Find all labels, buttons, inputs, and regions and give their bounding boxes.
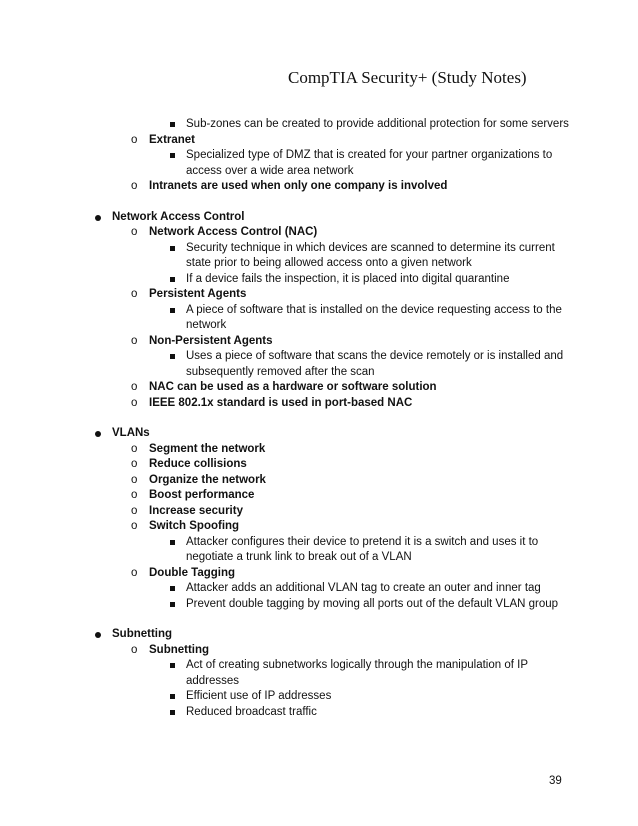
bullet-square-icon bbox=[170, 710, 175, 715]
bullet-circle-icon: o bbox=[131, 133, 138, 146]
outline-item bbox=[0, 380, 638, 396]
outline-subitem bbox=[0, 705, 638, 721]
bullet-circle-icon: o bbox=[131, 381, 138, 393]
bullet-circle-icon: o bbox=[131, 566, 138, 579]
outline-text: Subnetting bbox=[112, 628, 173, 640]
outline-subitem bbox=[0, 535, 638, 566]
outline-text: Uses a piece of software that scans the device remotely or is installed and subsequently removed after the scan bbox=[186, 350, 564, 378]
outline-subitem bbox=[0, 689, 638, 705]
section-spacer bbox=[0, 195, 638, 210]
outline-item bbox=[0, 287, 638, 303]
section-heading bbox=[0, 627, 638, 643]
outline-subitem bbox=[0, 272, 638, 288]
outline-text: Attacker configures their device to pretend it is a switch and uses it to negotiate a trunk link to break out of a VLAN bbox=[186, 535, 539, 563]
outline-text: Non-Persistent Agents bbox=[149, 334, 273, 347]
outline-item bbox=[0, 504, 638, 520]
outline-item bbox=[0, 473, 638, 489]
bullet-square-icon bbox=[170, 694, 175, 699]
bullet-square-icon bbox=[170, 246, 175, 251]
outline-item bbox=[0, 225, 638, 241]
outline-text: Segment the network bbox=[149, 442, 266, 455]
bullet-circle-icon: o bbox=[131, 520, 138, 532]
bullet-disc-icon bbox=[95, 431, 101, 437]
bullet-circle-icon: o bbox=[131, 504, 138, 517]
bullet-square-icon bbox=[170, 308, 175, 313]
outline-subitem bbox=[0, 241, 638, 272]
bullet-square-icon bbox=[170, 354, 175, 359]
outline-item bbox=[0, 334, 638, 350]
outline-text: Subnetting bbox=[149, 643, 210, 656]
bullet-square-icon bbox=[170, 602, 175, 607]
bullet-square-icon bbox=[170, 277, 175, 282]
outline-text: Reduce collisions bbox=[149, 458, 247, 470]
bullet-circle-icon: o bbox=[131, 489, 138, 501]
bullet-circle-icon: o bbox=[131, 396, 138, 409]
section-heading bbox=[0, 210, 638, 226]
outline-text: If a device fails the inspection, it is placed into digital quarantine bbox=[186, 272, 510, 285]
outline-text: Attacker adds an additional VLAN tag to create an outer and inner tag bbox=[186, 582, 541, 594]
page-header-title: CompTIA Security+ (Study Notes) bbox=[288, 68, 527, 87]
outline-text: Efficient use of IP addresses bbox=[186, 690, 332, 702]
outline-text: Reduced broadcast traffic bbox=[186, 705, 317, 718]
bullet-square-icon bbox=[170, 663, 175, 668]
outline-item bbox=[0, 179, 638, 195]
outline-item bbox=[0, 566, 638, 582]
outline-text: Network Access Control (NAC) bbox=[149, 226, 318, 238]
notes-content bbox=[0, 117, 638, 720]
outline-item bbox=[0, 643, 638, 659]
section-spacer bbox=[0, 612, 638, 627]
outline-subitem bbox=[0, 303, 638, 334]
outline-subitem bbox=[0, 349, 638, 380]
outline-text: IEEE 802.1x standard is used in port-based NAC bbox=[149, 396, 413, 409]
bullet-circle-icon: o bbox=[131, 442, 138, 455]
bullet-square-icon bbox=[170, 122, 175, 127]
bullet-square-icon bbox=[170, 153, 175, 158]
outline-text: Boost performance bbox=[149, 489, 255, 501]
outline-text: Specialized type of DMZ that is created for your partner organizations to access over a wide area network bbox=[186, 149, 553, 177]
outline-item bbox=[0, 396, 638, 412]
section-spacer bbox=[0, 411, 638, 426]
bullet-circle-icon: o bbox=[131, 473, 138, 486]
outline-text: Organize the network bbox=[149, 473, 266, 486]
outline-item bbox=[0, 457, 638, 473]
outline-subitem bbox=[0, 658, 638, 689]
bullet-square-icon bbox=[170, 540, 175, 545]
page-number: 39 bbox=[549, 775, 562, 787]
bullet-disc-icon bbox=[95, 632, 101, 638]
outline-subitem bbox=[0, 117, 638, 133]
bullet-circle-icon: o bbox=[131, 643, 138, 656]
outline-text: NAC can be used as a hardware or software solution bbox=[149, 381, 437, 393]
bullet-disc-icon bbox=[95, 215, 101, 221]
bullet-circle-icon: o bbox=[131, 458, 138, 470]
outline-text: Intranets are used when only one company is involved bbox=[149, 180, 448, 192]
outline-text: Switch Spoofing bbox=[149, 520, 240, 532]
outline-subitem bbox=[0, 581, 638, 597]
outline-text: Persistent Agents bbox=[149, 288, 247, 300]
outline-text: Increase security bbox=[149, 504, 243, 517]
outline-item bbox=[0, 488, 638, 504]
bullet-square-icon bbox=[170, 586, 175, 591]
outline-text: Sub-zones can be created to provide additional protection for some servers bbox=[186, 118, 569, 130]
outline-item bbox=[0, 442, 638, 458]
outline-text: Network Access Control bbox=[112, 210, 245, 223]
outline-text: Double Tagging bbox=[149, 566, 236, 579]
bullet-circle-icon: o bbox=[131, 334, 138, 347]
outline-text: Security technique in which devices are scanned to determine its current state prior to being allowed access onto a given network bbox=[186, 241, 555, 269]
outline-item bbox=[0, 133, 638, 149]
outline-text: VLANs bbox=[112, 427, 150, 439]
outline-text: A piece of software that is installed on the device requesting access to the network bbox=[186, 303, 562, 331]
bullet-circle-icon: o bbox=[131, 180, 138, 192]
outline-item bbox=[0, 519, 638, 535]
bullet-circle-icon: o bbox=[131, 288, 138, 300]
outline-subitem bbox=[0, 148, 638, 179]
section-heading bbox=[0, 426, 638, 442]
outline-subitem bbox=[0, 597, 638, 613]
outline-text: Act of creating subnetworks logically through the manipulation of IP addresses bbox=[186, 659, 528, 687]
outline-text: Prevent double tagging by moving all ports out of the default VLAN group bbox=[186, 597, 559, 610]
outline-text: Extranet bbox=[149, 133, 196, 146]
bullet-circle-icon: o bbox=[131, 226, 138, 238]
